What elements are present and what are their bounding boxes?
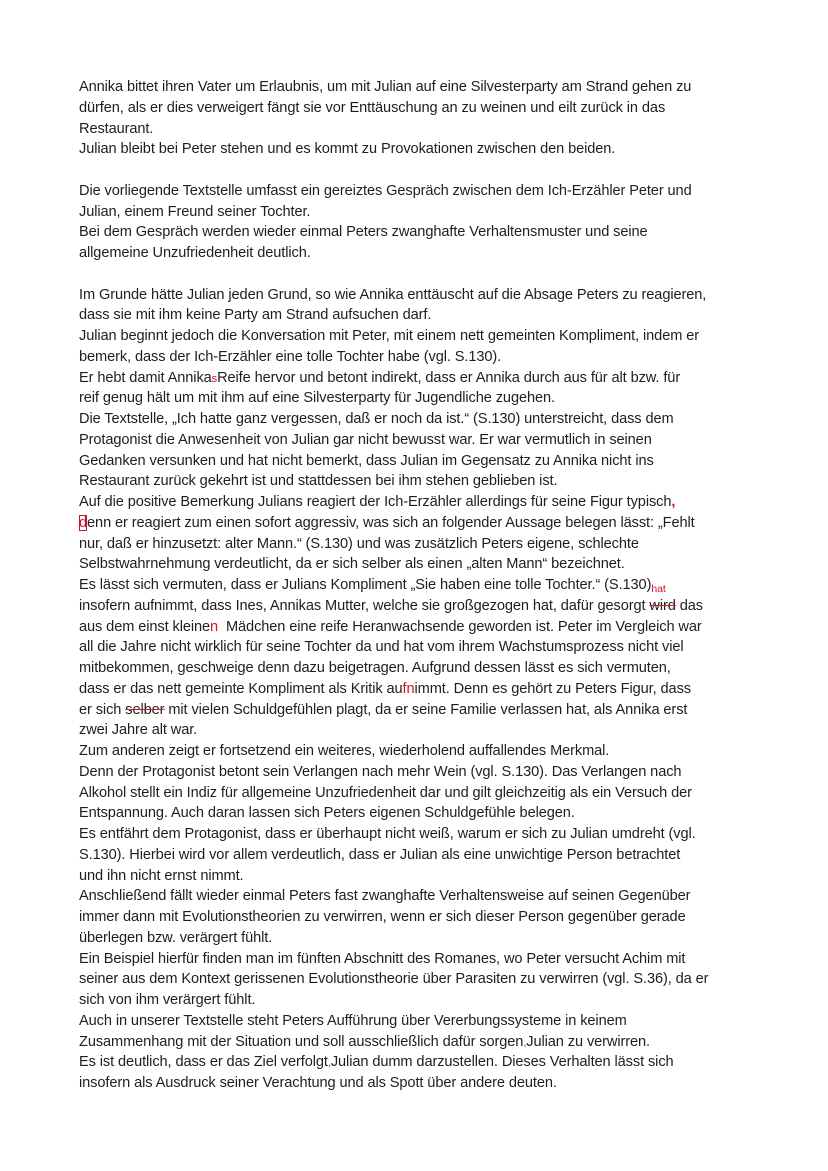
text-segment: Julian zu verwirren. — [526, 1033, 651, 1050]
text-segment: enn er reagiert zum einen sofort aggressiv, was sich an folgender Aussage belegen lässt: „Fehlt — [87, 514, 695, 531]
text-line: Anschließend fällt wieder einmal Peters fast zwanghafte Verhaltensweise auf seinen Gegenüber — [79, 888, 691, 905]
text-segment: Mädchen eine reife Heranwachsende geworden ist. Peter im Vergleich war — [218, 618, 702, 635]
text-line-corrected — [79, 617, 759, 638]
text-line: Auch in unserer Textstelle steht Peters Aufführung über Vererbungssysteme in keinem — [79, 1012, 627, 1029]
text-line: nur, daß er hinzusetzt: alter Mann.“ (S.130) und was zusätzlich Peters eigene, schlechte — [79, 535, 639, 552]
text-line: Es entfährt dem Protagonist, dass er überhaupt nicht weiß, warum er sich zu Julian umdreht (vgl. — [79, 826, 696, 842]
text-line: sich von ihm verärgert fühlt. — [79, 992, 256, 1008]
text-line: überlegen bzw. verärgert fühlt. — [79, 929, 273, 946]
text-line-corrected — [79, 1032, 759, 1053]
text-line: mitbekommen, geschweige denn dazu beigetragen. Aufgrund dessen lässt es sich vermuten, — [79, 660, 671, 676]
text-line: Denn der Protagonist betont sein Verlangen nach mehr Wein (vgl. S.130). Das Verlangen nach — [79, 763, 682, 780]
text-line: Julian beginnt jedoch die Konversation mit Peter, mit einem nett gemeinten Kompliment, indem er — [79, 328, 699, 344]
text-segment: Julian dumm darzustellen. Dieses Verhalten lässt sich — [330, 1054, 674, 1071]
text-line: Protagonist die Anwesenheit von Julian gar nicht bewusst war. Er war vermutlich in seinen — [79, 431, 652, 448]
text-line: immer dann mit Evolutionstheorien zu verwirren, wenn er sich dieser Person gegenüber gerade — [79, 909, 686, 925]
text-line: Die Textstelle, „Ich hatte ganz vergessen, daß er noch da ist.“ (S.130) unterstreicht, dass dem — [79, 411, 674, 427]
blank-line — [79, 264, 759, 285]
text-line: bemerk, dass der Ich-Erzähler eine tolle Tochter habe (vgl. S.130). — [79, 348, 502, 365]
text-line: all die Jahre nicht wirklich für seine Tochter da und hat vom ihrem Wachstumsprozess nicht viel — [79, 639, 684, 656]
text-line: Annika bittet ihren Vater um Erlaubnis, um mit Julian auf eine Silvesterparty am Strand gehen zu — [79, 79, 692, 95]
text-segment: Es ist deutlich, dass er das Ziel verfolgt — [79, 1054, 328, 1071]
correction-replace — [649, 582, 676, 617]
text-segment: das — [675, 597, 703, 614]
text-segment: dass er das nett gemeinte Kompliment als Kritik au — [79, 680, 403, 697]
correction-comma: , — [327, 1057, 331, 1070]
text-line: Restaurant zurück gekehrt ist und stattdessen bei ihm stehen geblieben ist. — [79, 473, 558, 490]
text-line: dürfen, als er dies verweigert fängt sie vor Enttäuschung an zu weinen und eilt zurück in das — [79, 99, 666, 116]
paragraph-einleitung — [79, 181, 759, 264]
text-line-corrected — [79, 513, 759, 534]
text-segment: mit vielen Schuldgefühlen plagt, da er seine Familie verlassen hat, als Annika erst — [164, 701, 688, 718]
text-line-corrected — [79, 700, 759, 721]
text-segment: er sich — [79, 701, 126, 718]
text-line: Bei dem Gespräch werden wieder einmal Peters zwanghafte Verhaltensmuster und seine — [79, 224, 648, 241]
document-page — [79, 77, 759, 1094]
text-line-corrected — [79, 1052, 759, 1073]
text-segment: aus dem einst kleine — [79, 618, 211, 635]
text-line: S.130). Hierbei wird vor allem verdeutlich, dass er Julian als eine unwichtige Person betrachtet — [79, 846, 681, 863]
struck-word: wird — [649, 597, 676, 614]
text-line: Gedanken versunken und hat nicht bemerkt, dass Julian im Gegensatz zu Annika nicht ins — [79, 452, 654, 469]
text-line: reif genug hält um mit ihm auf eine Silvesterparty für Jugendliche zugehen. — [79, 390, 555, 407]
text-segment: Auf die positive Bemerkung Julians reagiert der Ich-Erzähler allerdings für seine Figur typisch — [79, 494, 672, 510]
text-line: insofern als Ausdruck seiner Verachtung und als Spott über andere deuten. — [79, 1075, 557, 1091]
text-line: zwei Jahre alt war. — [79, 722, 198, 739]
text-line-corrected — [79, 492, 759, 513]
correction-insert: fn — [402, 680, 415, 697]
paragraph-hauptteil — [79, 285, 759, 1094]
text-line-corrected — [79, 368, 759, 389]
text-line: Julian, einem Freund seiner Tochter. — [79, 203, 311, 220]
correction-comma: , — [671, 494, 676, 510]
text-line: dass sie mit ihm keine Party am Strand aufsuchen darf. — [79, 307, 432, 324]
text-segment: insofern aufnimmt, dass Ines, Annikas Mutter, welche sie großgezogen hat, dafür gesorgt — [79, 597, 650, 614]
blank-line — [79, 160, 759, 181]
correction-insert: s — [211, 372, 218, 385]
paragraph-intro — [79, 77, 759, 160]
correction-comma: , — [523, 1036, 527, 1049]
text-line: Die vorliegende Textstelle umfasst ein gereiztes Gespräch zwischen dem Ich-Erzähler Peter und — [79, 182, 692, 199]
text-line: Restaurant. — [79, 120, 154, 137]
text-line: Julian bleibt bei Peter stehen und es kommt zu Provokationen zwischen den beiden. — [79, 141, 616, 158]
correction-letter: d — [79, 514, 88, 531]
text-line: Alkohol stellt ein Indiz für allgemeine Unzufriedenheit dar und gilt gleichzeitig als ein Versuch der — [79, 784, 692, 801]
correction-above: hat — [651, 582, 666, 595]
text-line-corrected — [79, 679, 759, 700]
text-segment: immt. Denn es gehört zu Peters Figur, dass — [414, 680, 691, 697]
text-line: Im Grunde hätte Julian jeden Grund, so wie Annika enttäuscht auf die Absage Peters zu reagieren, — [79, 286, 707, 303]
text-line: Entspannung. Auch daran lassen sich Peters eigenen Schuldgefühle belegen. — [79, 805, 575, 822]
text-segment: Er hebt damit Annika — [79, 369, 212, 386]
text-line: und ihn nicht ernst nimmt. — [79, 867, 244, 884]
text-line: Es lässt sich vermuten, dass er Julians Kompliment „Sie haben eine tolle Tochter.“ (S.130) — [79, 577, 652, 593]
text-line: Ein Beispiel hierfür finden man im fünften Abschnitt des Romanes, wo Peter versucht Achim mit — [79, 950, 686, 967]
text-line: allgemeine Unzufriedenheit deutlich. — [79, 245, 311, 261]
text-line: Zum anderen zeigt er fortsetzend ein weiteres, wiederholend auffallendes Merkmal. — [79, 743, 610, 759]
struck-word: selber — [125, 701, 165, 718]
text-line: seiner aus dem Kontext gerissenen Evolutionstheorie über Parasiten zu verwirren (vgl. S.36), da er — [79, 971, 709, 988]
text-line: Selbstwahrnehmung verdeutlicht, da er sich selber als einen „alten Mann“ bezeichnet. — [79, 556, 625, 573]
text-segment: Reife hervor und betont indirekt, dass er Annika durch aus für alt bzw. für — [217, 369, 681, 386]
text-segment: Zusammenhang mit der Situation und soll ausschließlich dafür sorgen — [79, 1033, 524, 1050]
correction-insert: n — [210, 618, 219, 635]
